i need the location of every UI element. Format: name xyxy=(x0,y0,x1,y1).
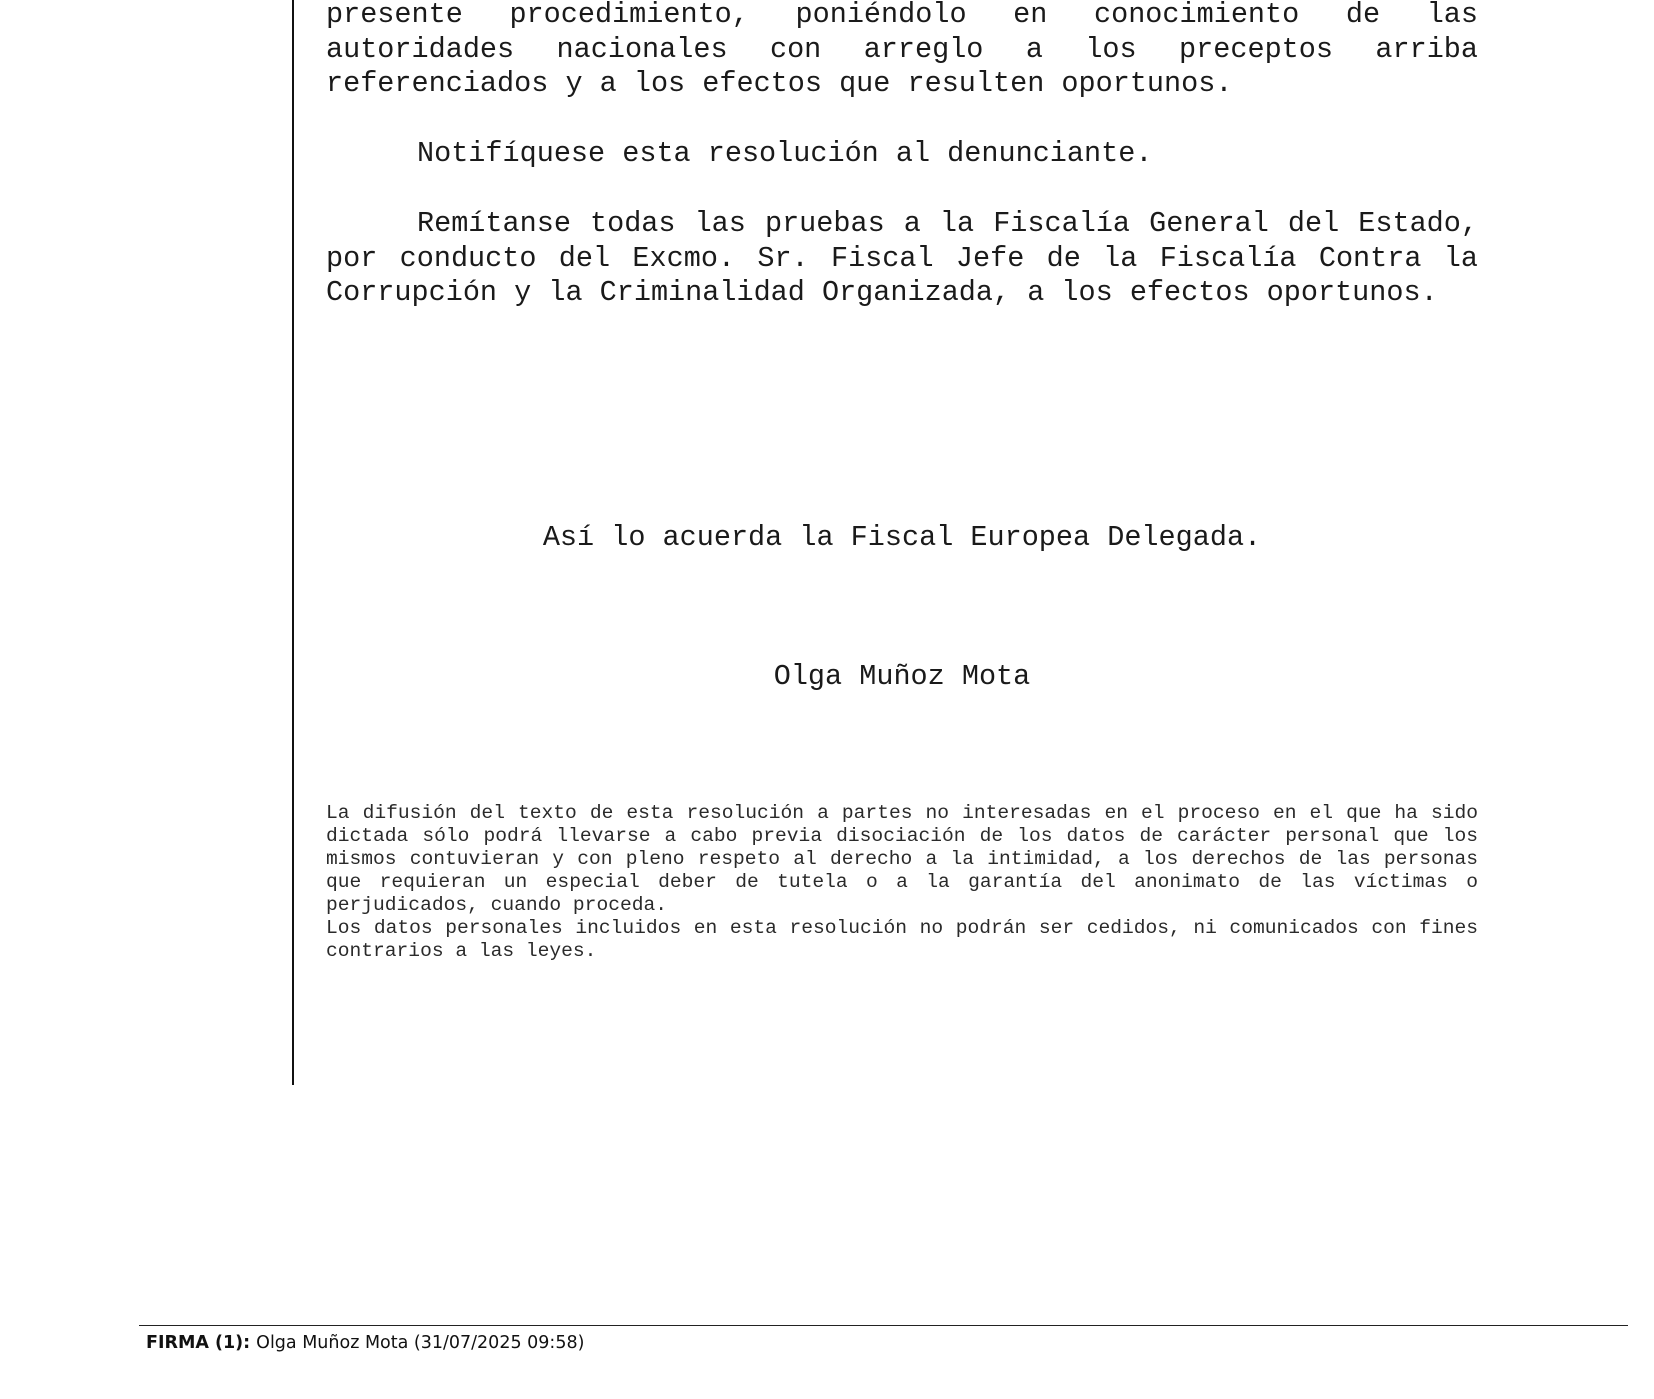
closing-statement: Así lo acuerda la Fiscal Europea Delegada. xyxy=(542,521,1262,554)
privacy-notice xyxy=(326,802,1478,963)
left-margin-rule xyxy=(292,0,294,1085)
signature-label: FIRMA (1): xyxy=(146,1333,251,1353)
signature-value: Olga Muñoz Mota (31/07/2025 09:58) xyxy=(256,1333,585,1353)
signer-name: Olga Muñoz Mota xyxy=(773,660,1031,693)
footer-divider xyxy=(139,1325,1628,1326)
paragraph-procedure: presente procedimiento, poniéndolo en conocimiento de las autoridades nacionales con arreglo a los preceptos arriba referenciados y a los efectos que resulten oportunos. xyxy=(326,0,1478,100)
paragraph-evidence-referral: Remítanse todas las pruebas a la Fiscalía General del Estado, por conducto del Excmo. Sr. Fiscal Jefe de la Fiscalía Contra la Corrupción y la Criminalidad Organizada, a los efectos oportunos. xyxy=(326,207,1478,309)
footer-signature xyxy=(146,1333,584,1353)
privacy-notice-personal-data: Los datos personales incluidos en esta resolución no podrán ser cedidos, ni comunicados con fines contrarios a las leyes. xyxy=(326,917,1478,962)
privacy-notice-dissemination: La difusión del texto de esta resolución a partes no interesadas en el proceso en el que ha sido dictada sólo podrá llevarse a cabo previa disociación de los datos de carácter personal que los mismos contuvieran y con pleno respeto al derecho a la intimidad, a los derechos de las personas que requieran un especial deber de tutela o a la garantía del anonimato de las víctimas o perjudicados, cuando proceda. xyxy=(326,802,1478,916)
paragraph-notification: Notifíquese esta resolución al denunciante. xyxy=(417,137,1153,170)
